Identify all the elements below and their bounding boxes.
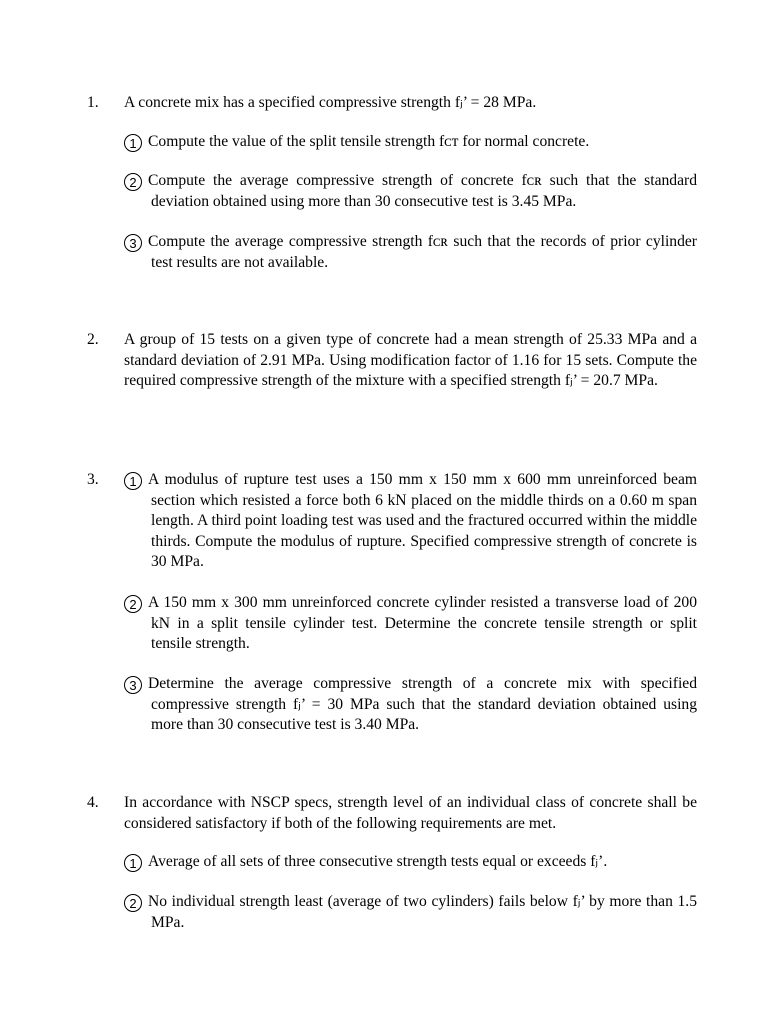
question-text: A concrete mix has a specified compressive strength fⱼ’ = 28 MPa. (124, 94, 537, 111)
sub-item-text: Compute the average compressive strength fᴄʀ such that the records of prior cylinder test results are not available. (148, 233, 697, 271)
circled-number-marker: 2 (124, 595, 142, 613)
circled-number-marker: 3 (124, 676, 142, 694)
sub-item (124, 852, 697, 873)
sub-item-text: A 150 mm x 300 mm unreinforced concrete cylinder resisted a transverse load of 200 kN in a split tensile cylinder test. Determine the concrete tensile strength or split tensile strength. (148, 594, 697, 653)
circled-number-marker: 3 (124, 234, 142, 252)
sub-item (124, 132, 697, 153)
circled-number-marker: 1 (124, 472, 142, 490)
sub-item-text: Determine the average compressive strength of a concrete mix with specified compressive strength fⱼ’ = 30 MPa such that the standard deviation obtained using more than 30 consecutive test is 3.40 MPa. (148, 675, 697, 734)
question-number: 4. (87, 794, 99, 811)
sub-item-text: Average of all sets of three consecutive strength tests equal or exceeds fⱼ’. (148, 853, 608, 870)
question-text: In accordance with NSCP specs, strength level of an individual class of concrete shall be considered satisfactory if both of the following requirements are met. (124, 794, 697, 832)
circled-number-marker: 2 (124, 894, 142, 912)
sub-item (124, 674, 697, 736)
question-number: 3. (87, 471, 99, 488)
question-text: A group of 15 tests on a given type of concrete had a mean strength of 25.33 MPa and a standard deviation of 2.91 MPa. Using modification factor of 1.16 for 15 sets. Compute the required compressive strength of the mixture with a specified strength fⱼ’ = 20.7 MPa. (124, 331, 697, 390)
sub-item-text: Compute the average compressive strength of concrete fᴄʀ such that the standard deviation obtained using more than 30 consecutive test is 3.45 MPa. (148, 172, 697, 210)
sub-item (124, 593, 697, 655)
sub-item (124, 470, 697, 573)
question-number: 1. (87, 94, 99, 111)
sub-item-text: A modulus of rupture test uses a 150 mm x 150 mm x 600 mm unreinforced beam section which resisted a force both 6 kN placed on the middle thirds on a 0.60 m span length. A third point loading test was used and the fractured occurred within the middle thirds. Compute the modulus of rupture. Specified compressive strength of concrete is 30 MPa. (148, 471, 697, 571)
sub-item (124, 232, 697, 273)
sub-item-text: Compute the value of the split tensile strength fᴄᴛ for normal concrete. (148, 133, 590, 150)
circled-number-marker: 1 (124, 854, 142, 872)
sub-item (124, 892, 697, 933)
sub-item-text: No individual strength least (average of two cylinders) fails below fⱼ’ by more than 1.5 MPa. (148, 893, 697, 931)
circled-number-marker: 1 (124, 134, 142, 152)
question-number: 2. (87, 331, 99, 348)
sub-item (124, 171, 697, 212)
circled-number-marker: 2 (124, 173, 142, 191)
